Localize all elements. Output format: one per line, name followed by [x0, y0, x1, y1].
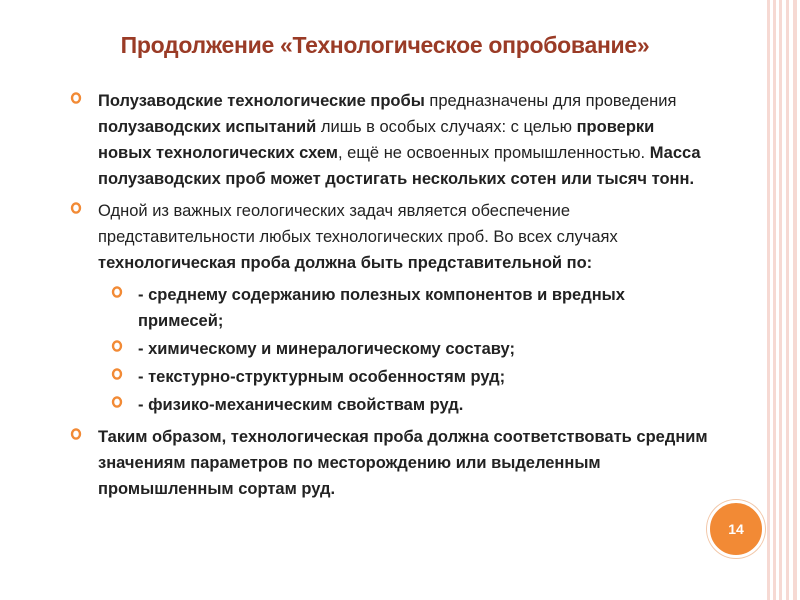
paragraph-text: Полузаводские технологические пробы предназначены для проведения полузаводских испытаний лишь в особых случаях: с целью проверки новых технологических схем, ещё не освоенных промышленностью. Масса полузаводских проб может достигать нескольких сотен или тысяч тонн. — [98, 92, 701, 188]
bullet-paragraph-3 — [68, 424, 708, 502]
sub-bullet-text: - среднему содержанию полезных компонентов и вредных примесей; — [138, 286, 625, 330]
page-number: 14 — [728, 521, 744, 537]
sub-bullet-item — [68, 336, 708, 362]
orange-ring-bullet-icon — [70, 201, 82, 215]
slide-title: Продолжение «Технологическое опробование» — [120, 32, 650, 58]
sub-bullet-text: - физико-механическим свойствам руд. — [138, 396, 464, 414]
paragraph-text: Одной из важных геологических задач является обеспечение представительности любых технологических проб. Во всех случаях технологическая проба должна быть представительной по: — [98, 202, 618, 272]
sub-bullet-text: - химическому и минералогическому составу; — [138, 340, 515, 358]
orange-ring-bullet-icon — [111, 285, 123, 299]
sub-bullet-text: - текстурно-структурным особенностям руд; — [138, 368, 506, 386]
orange-ring-bullet-icon — [70, 427, 82, 441]
conclusion-text: Таким образом, технологическая проба должна соответствовать средним значениям параметров по месторождению или выделенным промышленным сортам руд. — [98, 428, 708, 498]
orange-ring-bullet-icon — [111, 367, 123, 381]
bullet-paragraph-1 — [68, 88, 708, 192]
sub-bullet-item — [68, 392, 708, 418]
page-number-badge — [707, 500, 765, 558]
decorative-stripe — [786, 0, 789, 600]
decorative-stripe — [773, 0, 776, 600]
orange-ring-bullet-icon — [70, 91, 82, 105]
sub-bullet-item — [68, 364, 708, 390]
orange-ring-bullet-icon — [111, 339, 123, 353]
decorative-stripe — [793, 0, 797, 600]
slide-body — [68, 88, 708, 508]
orange-ring-bullet-icon — [111, 395, 123, 409]
sub-bullet-item — [68, 282, 708, 334]
decorative-stripe — [767, 0, 770, 600]
decorative-stripe — [779, 0, 782, 600]
bullet-paragraph-2 — [68, 198, 708, 276]
